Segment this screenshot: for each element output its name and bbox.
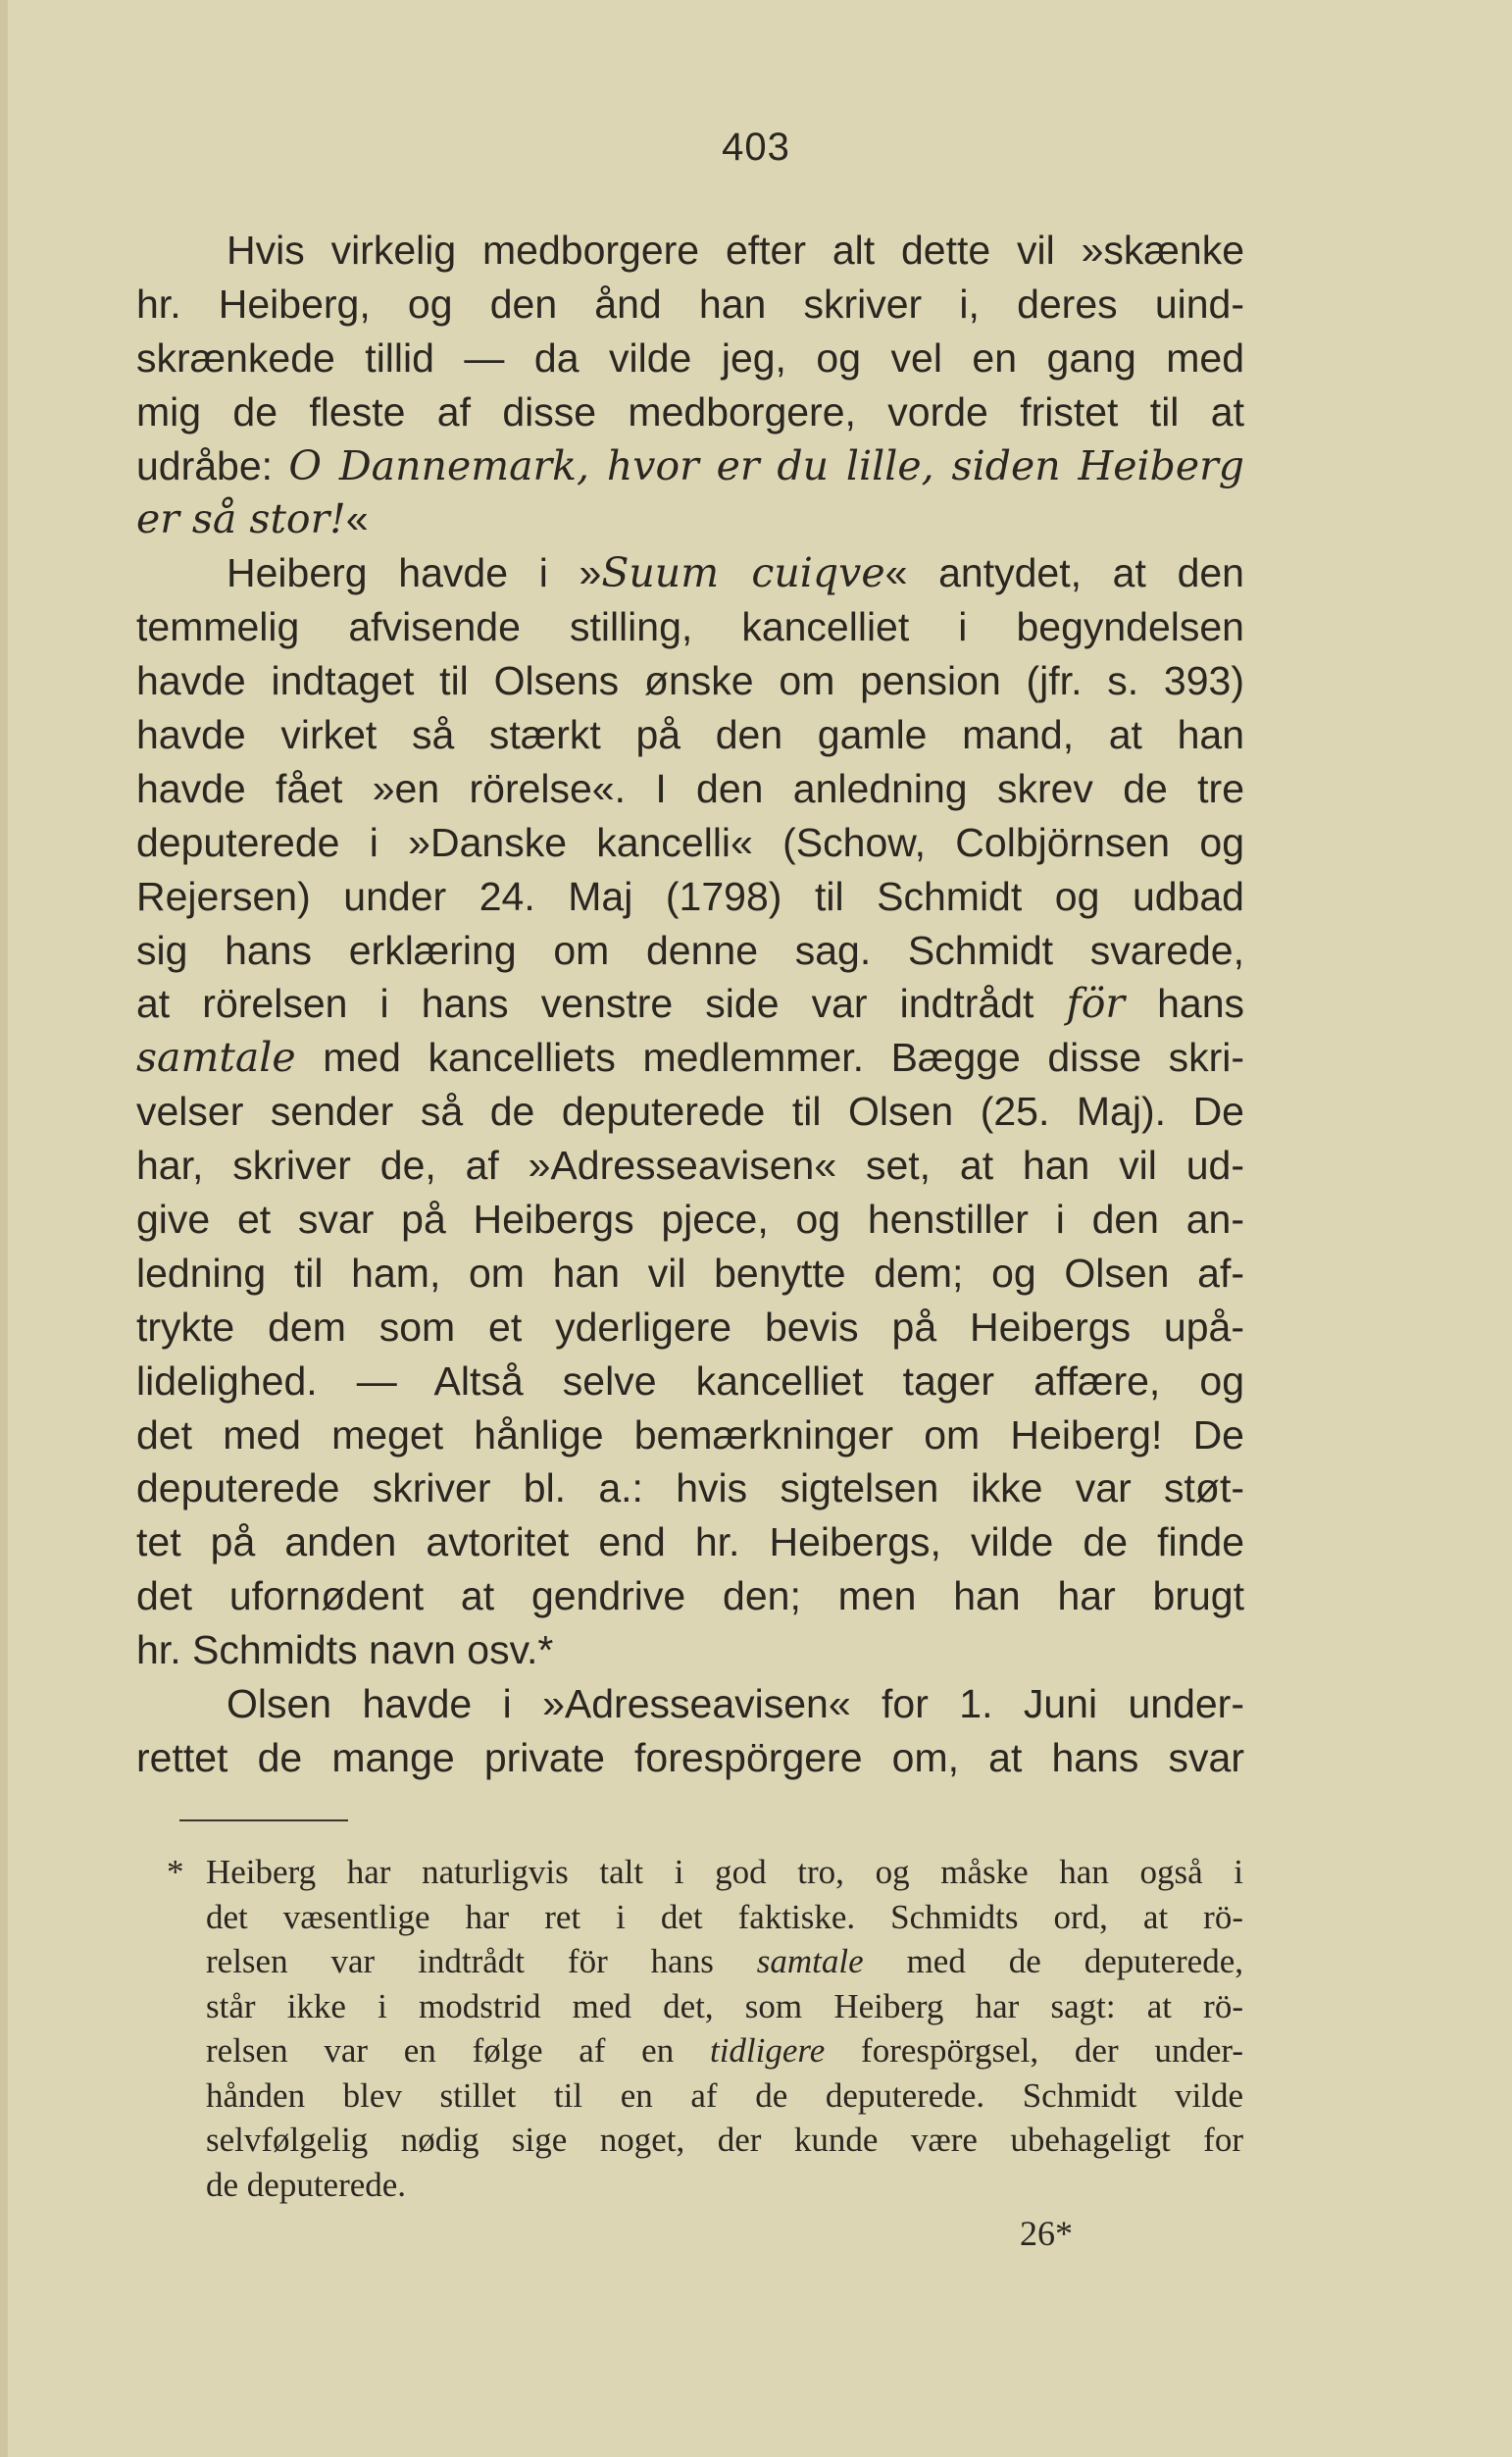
text-run: det med meget hånlige bemærkninger om Heiberg! De	[136, 1411, 1244, 1458]
footnote-line	[206, 2073, 1243, 2119]
text-run: rettet de mange private forespörgere om, at hans svar	[136, 1734, 1244, 1780]
text-run: havde indtaget til Olsens ønske om pension (jfr. s. 393)	[136, 658, 1244, 704]
italic-text: Suum cuiqve	[601, 549, 885, 597]
footnote-line	[206, 2118, 1243, 2163]
body-line	[136, 977, 1244, 1031]
text-run: relsen var en følge af en	[206, 2031, 710, 2070]
footnote-separator	[179, 1819, 348, 1821]
italic-text: samtale	[136, 1034, 296, 1082]
text-run: mig de fleste af disse medborgere, vorde fristet til at	[136, 388, 1244, 435]
body-line	[136, 654, 1244, 708]
text-run: Olsen havde i »Adresseavisen« for 1. Juni under-	[227, 1681, 1244, 1727]
page-number: 403	[722, 126, 790, 169]
body-line	[136, 385, 1244, 439]
body-line	[136, 278, 1244, 332]
text-run: Rejersen) under 24. Maj (1798) til Schmidt og udbad	[136, 873, 1244, 919]
text-run: «	[345, 496, 369, 542]
body-line	[136, 1139, 1244, 1193]
footnote-line	[206, 1850, 1243, 1895]
body-line	[136, 492, 1244, 546]
text-run: trykte dem som et yderligere bevis på Heibergs upå-	[136, 1304, 1244, 1350]
text-run: Hvis virkelig medborgere efter alt dette vil »skænke	[227, 228, 1244, 273]
text-run: hr. Heiberg, og den ånd han skriver i, deres uind-	[136, 281, 1244, 327]
text-run: selvfølgelig nødig sige noget, der kunde være ubehageligt for	[206, 2121, 1243, 2159]
text-run: havde virket så stærkt på den gamle mand, at han	[136, 712, 1244, 758]
text-run: det væsentlige har ret i det faktiske. Schmidts ord, at rö-	[206, 1897, 1243, 1936]
text-run: de deputerede.	[206, 2165, 407, 2204]
text-run: med de deputerede,	[863, 1942, 1243, 1980]
body-line	[136, 870, 1244, 924]
text-run: lidelighed. — Altså selve kancelliet tager affære, og	[136, 1357, 1244, 1404]
text-run: velser sender så de deputerede til Olsen (25. Maj). De	[136, 1089, 1244, 1135]
italic-text: O Dannemark, hvor er du lille, siden Heiberg	[288, 441, 1244, 489]
body-line	[136, 1731, 1244, 1785]
text-run: ledning til ham, om han vil benytte dem; og Olsen af-	[136, 1250, 1244, 1296]
signature-mark: 26*	[1020, 2214, 1073, 2253]
text-run: relsen var indtrådt för hans	[206, 1942, 757, 1980]
italic-text: för	[1066, 980, 1125, 1028]
italic-text: tidligere	[709, 2031, 826, 2070]
body-line	[136, 924, 1244, 978]
body-line	[136, 1461, 1244, 1515]
text-run: give et svar på Heibergs pjece, og henstiller i den an-	[136, 1197, 1244, 1243]
text-run: hr. Schmidts navn osv.*	[136, 1627, 554, 1673]
text-run: hånden blev stillet til en af de deputerede. Schmidt vilde	[206, 2075, 1243, 2115]
body-line	[136, 1247, 1244, 1301]
body-line	[136, 1677, 1244, 1731]
italic-text: samtale	[756, 1942, 864, 1980]
body-line	[136, 1515, 1244, 1569]
text-run: det ufornødent at gendrive den; men han har brugt	[136, 1573, 1244, 1619]
main-text	[136, 224, 1244, 1785]
body-line	[136, 1355, 1244, 1408]
italic-text: er så stor!	[136, 495, 346, 543]
text-run: har, skriver de, af »Adresseavisen« set, at han vil ud-	[136, 1143, 1244, 1189]
text-run: skrænkede tillid — da vilde jeg, og vel en gang med	[136, 334, 1244, 381]
body-line	[136, 439, 1244, 493]
text-run: tet på anden avtoritet end hr. Heibergs, vilde de finde	[136, 1519, 1244, 1565]
body-line	[136, 600, 1244, 654]
footnote-line	[206, 1895, 1243, 1940]
body-line	[136, 816, 1244, 870]
text-run: forespörgsel, der under-	[825, 2031, 1244, 2070]
text-run: hans	[1124, 981, 1244, 1027]
text-run: deputerede i »Danske kancelli« (Schow, Colbjörnsen og	[136, 819, 1244, 865]
footnote-marker: *	[167, 1853, 184, 1891]
footnote-line	[206, 2028, 1243, 2073]
footnote-line	[206, 1939, 1243, 1984]
text-run: « antydet, at den	[884, 550, 1244, 596]
text-run: udråbe:	[136, 442, 289, 488]
text-run: at rörelsen i hans venstre side var indtrådt	[136, 981, 1067, 1027]
text-run: med kancelliets medlemmer. Bægge disse skri-	[295, 1035, 1244, 1081]
text-run: Heiberg havde i »	[227, 550, 602, 596]
footnote	[167, 1850, 1244, 2207]
text-run: Heiberg har naturligvis talt i god tro, og måske han også i	[206, 1853, 1243, 1891]
body-line	[136, 1085, 1244, 1139]
body-line	[136, 708, 1244, 762]
body-line	[136, 1301, 1244, 1355]
body-line	[136, 1031, 1244, 1085]
body-line	[136, 332, 1244, 385]
footnote-line	[206, 1984, 1243, 2029]
body-line	[136, 1408, 1244, 1462]
body-line	[136, 546, 1244, 600]
text-run: sig hans erklæring om denne sag. Schmidt svarede,	[136, 927, 1244, 973]
body-line	[136, 1569, 1244, 1623]
page-left-edge	[0, 0, 8, 2457]
body-line	[136, 1623, 1244, 1677]
text-run: står ikke i modstrid med det, som Heiberg har sagt: at rö-	[206, 1986, 1243, 2025]
text-run: temmelig afvisende stilling, kancelliet i begyndelsen	[136, 604, 1244, 650]
footnote-line	[206, 2163, 1243, 2208]
body-line	[136, 224, 1244, 278]
body-line	[136, 762, 1244, 816]
text-run: havde fået »en rörelse«. I den anledning skrev de tre	[136, 765, 1244, 811]
text-run: deputerede skriver bl. a.: hvis sigtelsen ikke var støt-	[136, 1465, 1244, 1511]
body-line	[136, 1193, 1244, 1247]
